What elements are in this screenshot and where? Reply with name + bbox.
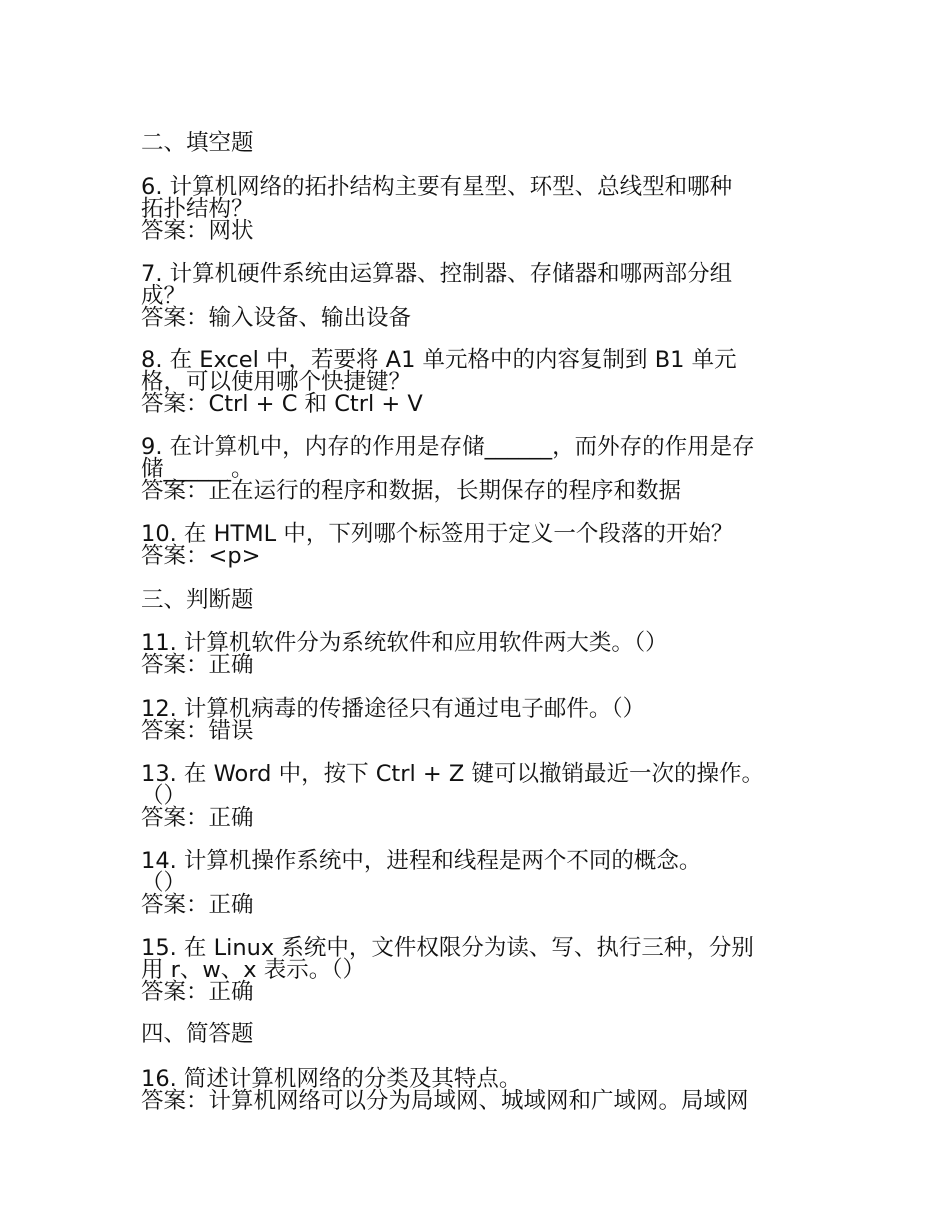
answer-13: 答案：正确 bbox=[141, 805, 254, 831]
question-9-line-2: 储______。 bbox=[141, 456, 254, 482]
section-heading-short-answer: 四、简答题 bbox=[141, 1021, 254, 1047]
answer-10: 答案：<p> bbox=[141, 543, 261, 569]
answer-14: 答案：正确 bbox=[141, 892, 254, 918]
question-7-line-2: 成？ bbox=[141, 283, 187, 309]
section-heading-fill-blank: 二、填空题 bbox=[141, 130, 254, 156]
question-7-line-1: 7. 计算机硬件系统由运算器、控制器、存储器和哪两部分组 bbox=[141, 261, 733, 287]
question-15-line-2: 用 r、w、x 表示。（） bbox=[141, 957, 366, 983]
question-8-line-2: 格，可以使用哪个快捷键？ bbox=[141, 369, 412, 395]
answer-15: 答案：正确 bbox=[141, 979, 254, 1005]
question-13-line-1: 13. 在 Word 中，按下 Ctrl + Z 键可以撤销最近一次的操作。 bbox=[141, 761, 764, 787]
question-6-line-1: 6. 计算机网络的拓扑结构主要有星型、环型、总线型和哪种 bbox=[141, 174, 733, 200]
answer-8: 答案：Ctrl + C 和 Ctrl + V bbox=[141, 391, 423, 417]
answer-12: 答案：错误 bbox=[141, 718, 254, 744]
question-16-line-1: 16. 简述计算机网络的分类及其特点。 bbox=[141, 1066, 522, 1092]
section-heading-true-false: 三、判断题 bbox=[141, 587, 254, 613]
question-12-line-1: 12. 计算机病毒的传播途径只有通过电子邮件。（） bbox=[141, 696, 646, 722]
question-9-line-1: 9. 在计算机中，内存的作用是存储______，而外存的作用是存 bbox=[141, 434, 755, 460]
answer-11: 答案：正确 bbox=[141, 652, 254, 678]
question-14-line-2: （） bbox=[141, 870, 187, 896]
question-11-line-1: 11. 计算机软件分为系统软件和应用软件两大类。（） bbox=[141, 630, 668, 656]
answer-9: 答案：正在运行的程序和数据，长期保存的程序和数据 bbox=[141, 478, 682, 504]
answer-16: 答案：计算机网络可以分为局域网、城域网和广域网。局域网 bbox=[141, 1088, 749, 1114]
answer-7: 答案：输入设备、输出设备 bbox=[141, 305, 412, 331]
question-13-line-2: （） bbox=[141, 783, 187, 809]
question-15-line-1: 15. 在 Linux 系统中，文件权限分为读、写、执行三种，分别 bbox=[141, 935, 754, 961]
question-10-line-1: 10. 在 HTML 中，下列哪个标签用于定义一个段落的开始？ bbox=[141, 521, 734, 547]
question-6-line-2: 拓扑结构？ bbox=[141, 196, 254, 222]
question-8-line-1: 8. 在 Excel 中，若要将 A1 单元格中的内容复制到 B1 单元 bbox=[141, 347, 737, 373]
answer-6: 答案：网状 bbox=[141, 218, 254, 244]
question-14-line-1: 14. 计算机操作系统中，进程和线程是两个不同的概念。 bbox=[141, 848, 702, 874]
